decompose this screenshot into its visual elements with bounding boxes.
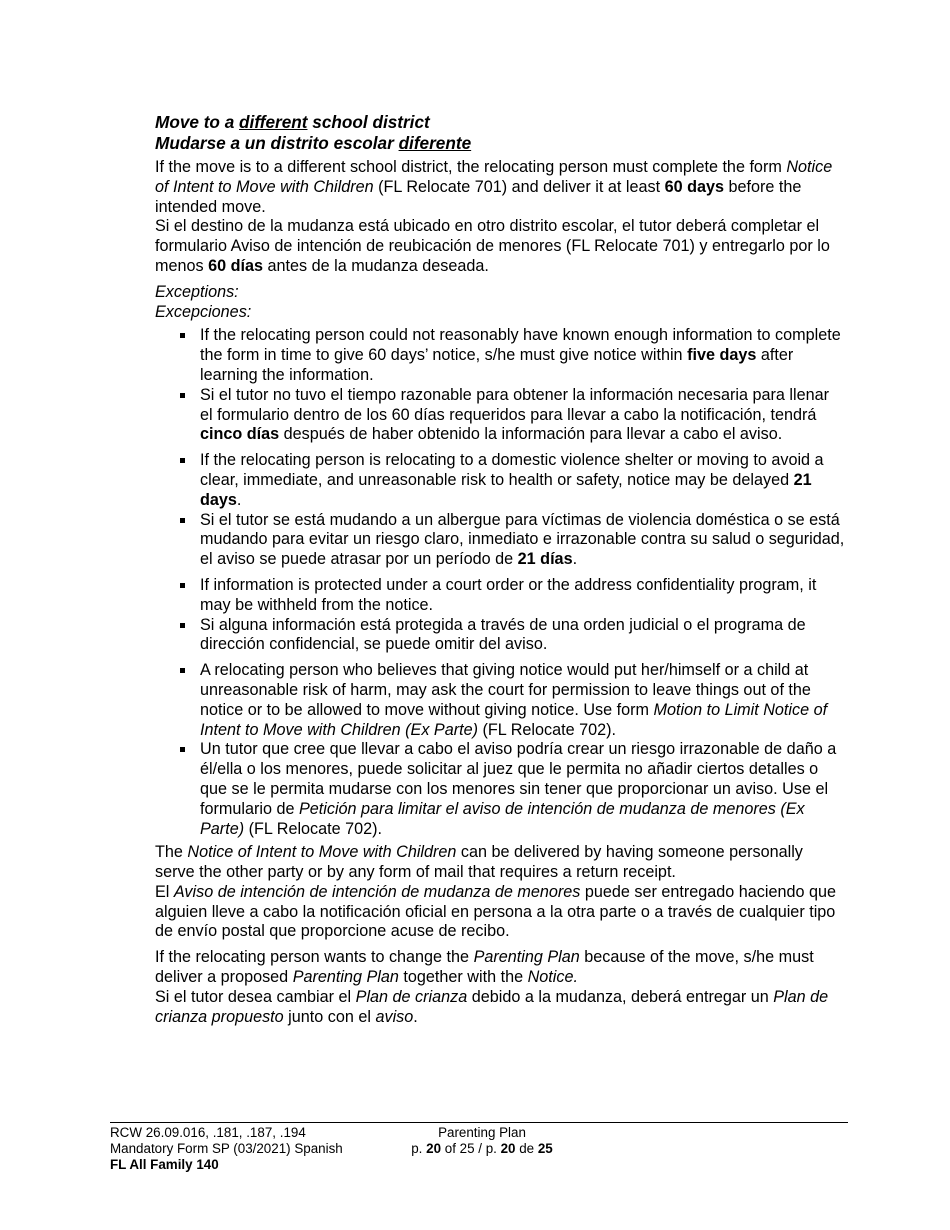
footer-center xyxy=(407,1125,557,1157)
exceptions-label-en: Exceptions: xyxy=(155,282,239,301)
exceptions-label-es: Excepciones: xyxy=(155,302,252,321)
footer-code: FL All Family 140 xyxy=(110,1157,219,1172)
footer-title: Parenting Plan xyxy=(438,1125,526,1140)
footer-left xyxy=(110,1125,343,1173)
list-item: If the relocating person could not reasonably have known enough information to complete the form in time to give 60 days’ notice, s/he must give notice within five days after learning the information. xyxy=(200,326,845,385)
list-item: Si el tutor se está mudando a un albergue para víctimas de violencia doméstica o se está mudando para evitar un riesgo claro, inmediato e irrazonable contra su salud o seguridad, el aviso se puede atrasar por un período de 21 días. xyxy=(200,510,845,569)
footer-page-number: p. 20 of 25 / p. 20 de 25 xyxy=(411,1141,553,1156)
document-body xyxy=(155,112,845,1027)
exceptions-list xyxy=(155,326,845,839)
delivery-paragraph-en: The Notice of Intent to Move with Children can be delivered by having someone personally serve the other party or by any form of mail that requires a return receipt. xyxy=(155,843,803,882)
section-heading-es: Mudarse a un distrito escolar diferente xyxy=(155,133,472,153)
footer-rcw: RCW 26.09.016, .181, .187, .194 xyxy=(110,1125,306,1140)
list-item: If information is protected under a court order or the address confidentiality program, it may be withheld from the notice. xyxy=(200,576,845,616)
page-footer xyxy=(110,1122,848,1172)
footer-form: Mandatory Form SP (03/2021) Spanish xyxy=(110,1141,343,1156)
section-heading-en: Move to a different school district xyxy=(155,112,430,132)
intro-paragraph-es: Si el destino de la mudanza está ubicado en otro distrito escolar, el tutor deberá completar el formulario Aviso de intención de reubicación de menores (FL Relocate 701) y entregarlo por lo menos 60 días antes de la mudanza deseada. xyxy=(155,217,830,275)
list-item: A relocating person who believes that giving notice would put her/himself or a child at unreasonable risk of harm, may ask the court for permission to leave things out of the notice or to be allowed to move without giving notice. Use form Motion to Limit Notice of Intent to Move with Children (Ex Parte) (FL Relocate 702). xyxy=(200,661,845,740)
intro-paragraph-en: If the move is to a different school district, the relocating person must complete the form Notice of Intent to Move with Children (FL Relocate 701) and deliver it at least 60 days before the intended move. xyxy=(155,158,833,216)
list-item: Un tutor que cree que llevar a cabo el aviso podría crear un riesgo irrazonable de daño a él/ella o los menores, puede solicitar al juez que le permita no añadir ciertos detalles o que se le permita mudarse con los menores sin tener que proporcionar un aviso. Use el formulario de Petición para limitar el aviso de intención de mudanza de menores (Ex Parte) (FL Relocate 702). xyxy=(200,740,845,839)
list-item: Si alguna información está protegida a través de una orden judicial o el programa de dirección confidencial, se puede omitir del aviso. xyxy=(200,616,845,656)
plan-paragraph-es: Si el tutor desea cambiar el Plan de crianza debido a la mudanza, deberá entregar un Plan de crianza propuesto junto con el aviso. xyxy=(155,987,829,1026)
list-item: If the relocating person is relocating to a domestic violence shelter or moving to avoid a clear, immediate, and unreasonable risk to health or safety, notice may be delayed 21 days. xyxy=(200,451,845,510)
plan-paragraph-en: If the relocating person wants to change the Parenting Plan because of the move, s/he must deliver a proposed Parenting Plan together with the Notice. xyxy=(155,948,814,987)
delivery-paragraph-es: El Aviso de intención de intención de mudanza de menores puede ser entregado haciendo que alguien lleve a cabo la notificación oficial en persona a la otra parte o a través de cualquier tipo de envío postal que proporcione acuse de recibo. xyxy=(155,882,836,941)
list-item: Si el tutor no tuvo el tiempo razonable para obtener la información necesaria para llenar el formulario dentro de los 60 días requeridos para llevar a cabo la notificación, tendrá cinco días después de haber obtenido la información para llevar a cabo el aviso. xyxy=(200,386,845,445)
